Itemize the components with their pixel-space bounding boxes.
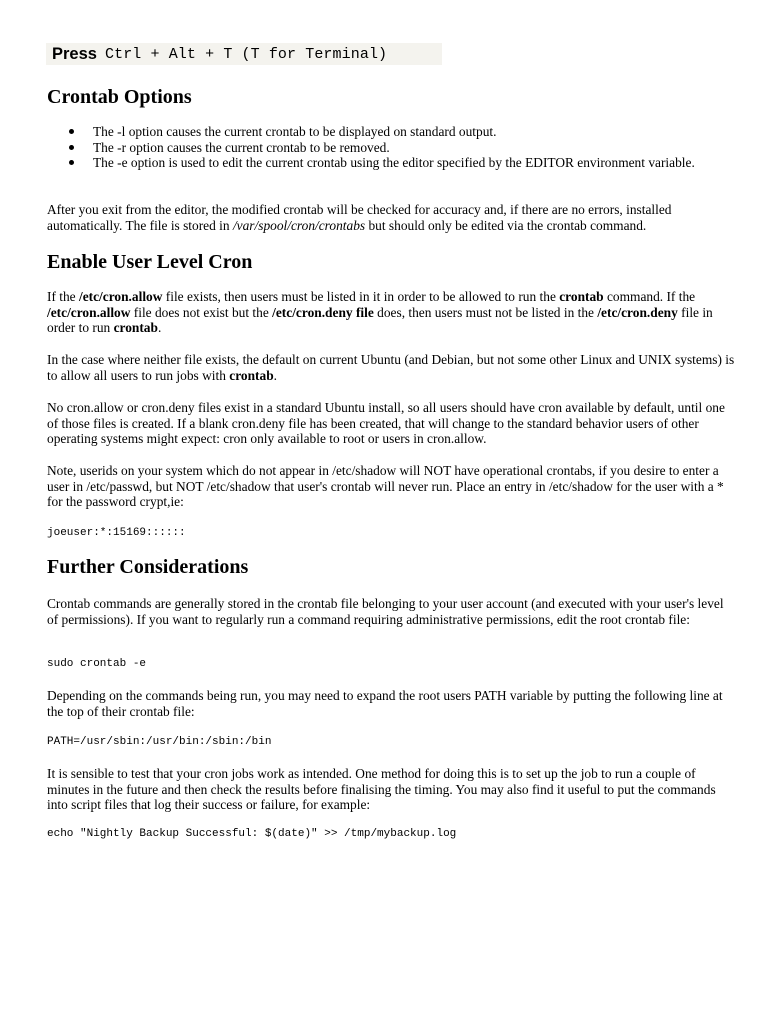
bold-text: /etc/cron.deny file: [272, 304, 374, 320]
heading-crontab-options: Crontab Options: [47, 86, 192, 108]
list-item-text: The -l option causes the current crontab to be displayed on standard output.: [93, 124, 497, 139]
text-run: but should only be edited via the crontab command.: [365, 217, 647, 233]
bullet-icon: [69, 145, 74, 150]
paragraph-crontab-storage: Crontab commands are generally stored in the crontab file belonging to your user account (and executed with your user's level of permissions). If you want to regularly run a command requiring administrative permissions, edit the root crontab file:: [47, 596, 724, 627]
crontabs-path: /var/spool/cron/crontabs: [232, 217, 366, 233]
paragraph-path-variable: Depending on the commands being run, you may need to expand the root users PATH variable by putting the following line at the top of their crontab file:: [47, 688, 723, 719]
press-label: Press: [52, 45, 97, 63]
list-item-text: The -e option is used to edit the current crontab using the editor specified by the EDITOR environment variable.: [93, 155, 695, 171]
list-item: [47, 124, 717, 140]
bold-text: /etc/cron.deny: [597, 304, 678, 320]
bullet-icon: [69, 160, 74, 165]
text-run: .: [157, 320, 162, 336]
code-block-echo-log: echo "Nightly Backup Successful: $(date)" >> /tmp/mybackup.log: [47, 828, 457, 840]
text-run: If the: [47, 289, 79, 304]
shortcut-keys: Ctrl + Alt + T (T for Terminal): [105, 46, 388, 63]
text-run: command. If the: [603, 289, 696, 304]
bold-text: /etc/cron.allow: [78, 289, 163, 304]
text-run: file does not exist but the: [130, 304, 273, 320]
text-run: does, then users must not be listed in the: [373, 304, 598, 320]
list-item: [47, 140, 717, 156]
paragraph-shadow-note: Note, userids on your system which do not appear in /etc/shadow will NOT have operational crontabs, if you desire to enter a user in /etc/passwd, but NOT /etc/shadow that user's crontab will never run. Place an entry in /etc/shadow for the user with a * for the password crypt,ie:: [47, 463, 724, 510]
heading-enable-user-cron: Enable User Level Cron: [47, 251, 253, 273]
bold-text: crontab: [229, 367, 274, 383]
code-block-path: PATH=/usr/sbin:/usr/bin:/sbin:/bin: [47, 736, 272, 748]
keyboard-shortcut-bar: [46, 43, 442, 65]
paragraph-after-exit: [47, 202, 737, 233]
paragraph-neither-file: [47, 352, 737, 383]
list-item-text: The -r option causes the current crontab to be removed.: [93, 139, 390, 155]
paragraph-testing-jobs: It is sensible to test that your cron jobs work as intended. One method for doing this is to set up the job to run a couple of minutes in the future and then check the results before finalising the timing. You may also find it useful to put the commands into script files that log their success or failure, for example:: [47, 766, 716, 813]
crontab-options-list: [47, 124, 717, 171]
bold-text: /etc/cron.allow: [47, 304, 131, 320]
list-item: [47, 155, 717, 171]
code-block-sudo-crontab: sudo crontab -e: [47, 658, 147, 670]
paragraph-no-allow-deny: No cron.allow or cron.deny files exist in a standard Ubuntu install, so all users should have cron available by default, until one of those files is created. If a blank cron.deny file has been created, that will change to the standard behavior users of other operating systems might expect: cron only available to root or users in cron.allow.: [47, 400, 725, 447]
text-run: file in order to run: [47, 304, 713, 336]
bold-text: crontab: [113, 320, 158, 336]
bold-text: crontab: [559, 289, 604, 304]
heading-further-considerations: Further Considerations: [47, 556, 249, 578]
text-run: In the case where neither file exists, the default on current Ubuntu (and Debian, but not some other Linux and UNIX systems) is to allow all users to run jobs with: [47, 352, 735, 383]
text-run: .: [273, 367, 277, 383]
paragraph-cron-allow: [47, 289, 737, 336]
code-block-shadow-entry: joeuser:*:15169::::::: [47, 527, 186, 539]
bullet-icon: [69, 129, 74, 134]
text-run: file exists, then users must be listed in it in order to be allowed to run the: [162, 289, 560, 304]
text-run: After you exit from the editor, the modified crontab will be checked for accuracy and, if there are no errors, installed automatically. The file is stored in: [47, 202, 672, 233]
